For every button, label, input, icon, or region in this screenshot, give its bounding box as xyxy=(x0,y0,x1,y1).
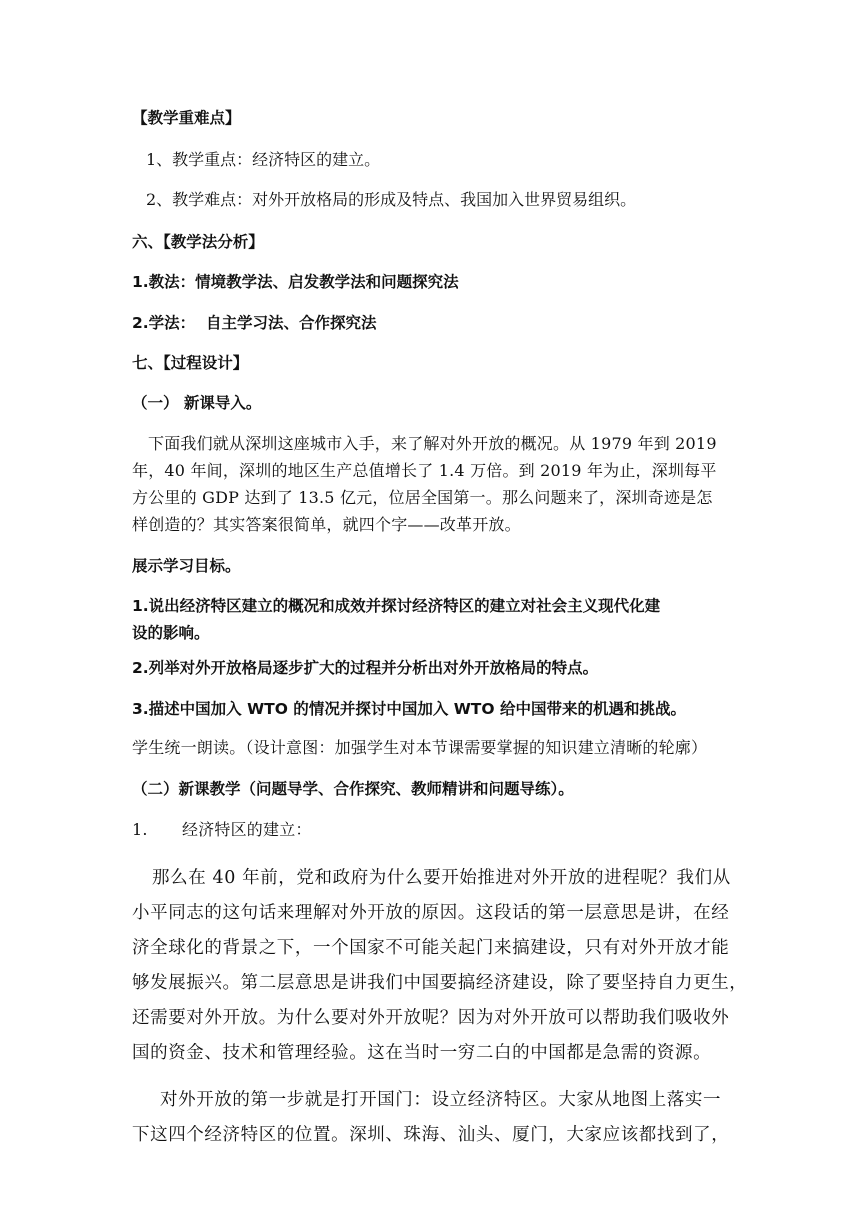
part-2-title: （二）新课教学（问题导学、合作探究、教师精讲和问题导练）。 xyxy=(132,780,574,798)
reason-paragraph-line-5: 还需要对外开放。为什么要对外开放呢？因为对外开放可以帮助我们吸收外 xyxy=(132,1008,730,1028)
objectives-title: 展示学习目标。 xyxy=(132,557,241,575)
objective-2: 2.列举对外开放格局逐步扩大的过程并分析出对外开放格局的特点。 xyxy=(132,659,599,677)
reason-paragraph-line-2: 小平同志的这句话来理解对外开放的原因。这段话的第一层意思是讲，在经 xyxy=(132,903,730,923)
first-step-paragraph-line-1: 对外开放的第一步就是打开国门：设立经济特区。大家从地图上落实一 xyxy=(160,1090,722,1110)
reason-paragraph-line-6: 国的资金、技术和管理经验。这在当时一穷二白的中国都是急需的资源。 xyxy=(132,1043,712,1063)
intro-paragraph-line-4: 样创造的？其实答案很简单，就四个字——改革开放。 xyxy=(132,515,521,534)
section-7-title: 七、【过程设计】 xyxy=(132,354,249,372)
key-points-heading: 【教学重难点】 xyxy=(132,109,241,127)
reason-paragraph-line-4: 够发展振兴。第二层意思是讲我们中国要搞经济建设，除了要坚持自力更生， xyxy=(132,973,748,993)
intro-paragraph-line-3: 方公里的 GDP 达到了 13.5 亿元，位居全国第一。那么问题来了，深圳奇迹是怎 xyxy=(132,488,713,507)
item-1-number: 1. xyxy=(132,820,148,839)
intro-paragraph-line-2: 年，40 年间，深圳的地区生产总值增长了 1.4 万倍。到 2019 年为止，深圳每平 xyxy=(132,461,717,480)
first-step-paragraph-line-2: 下这四个经济特区的位置。深圳、珠海、汕头、厦门，大家应该都找到了， xyxy=(132,1125,730,1145)
reason-paragraph-line-1: 那么在 40 年前，党和政府为什么要开始推进对外开放的进程呢？我们从 xyxy=(152,868,731,888)
objective-1-line-2: 设的影响。 xyxy=(132,624,210,642)
read-aloud-note: 学生统一朗读。（设计意图：加强学生对本节课需要掌握的知识建立清晰的轮廓） xyxy=(132,738,708,757)
part-1-title: （一） 新课导入。 xyxy=(132,394,262,412)
item-1-title: 经济特区的建立： xyxy=(182,820,312,839)
key-point-1: 1、教学重点：经济特区的建立。 xyxy=(146,150,381,169)
objective-1-line-1: 1.说出经济特区建立的概况和成效并探讨经济特区的建立对社会主义现代化建 xyxy=(132,597,661,615)
reason-paragraph-line-3: 济全球化的背景之下，一个国家不可能关起门来搞建设，只有对外开放才能 xyxy=(132,938,730,958)
objective-3: 3.描述中国加入 WTO 的情况并探讨中国加入 WTO 给中国带来的机遇和挑战。 xyxy=(132,700,686,718)
section-6-title: 六、【教学法分析】 xyxy=(132,233,264,251)
key-point-2: 2、教学难点：对外开放格局的形成及特点、我国加入世界贸易组织。 xyxy=(146,190,637,209)
intro-paragraph-line-1: 下面我们就从深圳这座城市入手，来了解对外开放的概况。从 1979 年到 2019 xyxy=(148,434,717,453)
learning-method: 2.学法： 自主学习法、合作探究法 xyxy=(132,314,377,332)
teaching-method: 1.教法：情境教学法、启发教学法和问题探究法 xyxy=(132,273,459,291)
